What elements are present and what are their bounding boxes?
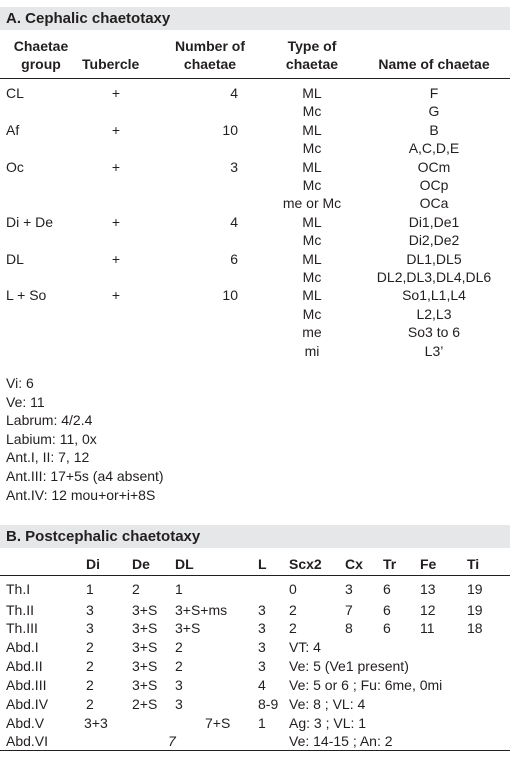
header-chaetae-group-line2: group [21, 56, 61, 72]
header-chaetae-group-line1: Chaetae [13, 38, 69, 54]
header-dl: DL [175, 556, 194, 572]
header-number-line1: Number of [175, 38, 245, 54]
di-de-dl-cell: 7 [168, 733, 176, 749]
name-cell: L2,L3 [416, 306, 452, 322]
chaetae-group-cell: Oc [6, 159, 24, 175]
fe-cell: 12 [420, 602, 436, 618]
di-de-cell: 3+3 [84, 715, 108, 731]
dl-cell: 3 [175, 677, 183, 693]
l-cell: 3 [258, 602, 266, 618]
note-line: Labrum: 4/2.4 [6, 412, 93, 428]
name-cell: OCm [417, 159, 451, 175]
section-a-title: A. Cephalic chaetotaxy [0, 7, 510, 30]
number-cell: 4 [230, 214, 238, 230]
note-line: Ant.IV: 12 mou+or+i+8S [6, 487, 156, 503]
dl-cell: 3+S+ms [175, 602, 228, 618]
l-cell: 8-9 [258, 696, 279, 712]
header-de: De [132, 556, 150, 572]
extra-note-cell: Ve: 5 (Ve1 present) [289, 658, 409, 674]
section-a-header-rule [0, 78, 510, 79]
number-cell: 10 [222, 122, 238, 138]
tr-cell: 6 [383, 581, 391, 597]
type-cell: Mc [302, 177, 322, 193]
tubercle-cell: + [111, 85, 121, 101]
header-fe: Fe [420, 556, 437, 572]
de-cell: 3+S [132, 677, 158, 693]
header-di: Di [86, 556, 100, 572]
de-cell: 3+S [132, 602, 158, 618]
header-type-line2: chaetae [285, 56, 339, 72]
de-cell: 3+S [132, 658, 158, 674]
name-cell: B [429, 122, 439, 138]
note-line: Ant.I, II: 7, 12 [6, 449, 90, 465]
segment-label: Abd.II [6, 658, 43, 674]
fe-cell: 11 [420, 620, 435, 636]
di-cell: 1 [86, 581, 94, 597]
header-l: L [258, 556, 267, 572]
segment-label: Th.I [6, 581, 31, 597]
number-cell: 4 [230, 85, 238, 101]
di-cell: 3 [86, 620, 94, 636]
segment-label: Abd.VI [6, 733, 49, 749]
chaetae-group-cell: L + So [6, 287, 47, 303]
name-cell: OCa [419, 195, 449, 211]
extra-note-cell: Ve: 14-15 ; An: 2 [289, 733, 393, 749]
l-cell: 1 [258, 715, 266, 731]
extra-note-cell: Ve: 5 or 6 ; Fu: 6me, 0mi [289, 677, 443, 693]
type-cell: ML [302, 214, 322, 230]
header-cx: Cx [345, 556, 363, 572]
type-cell: Mc [302, 140, 322, 156]
segment-label: Abd.I [6, 639, 39, 655]
segment-label: Abd.V [6, 715, 45, 731]
type-cell: Mc [302, 306, 322, 322]
dl-cell: 3 [175, 696, 183, 712]
name-cell: So3 to 6 [407, 324, 461, 340]
header-type-line1: Type of [287, 38, 337, 54]
ti-cell: 19 [467, 581, 483, 597]
type-cell: mi [304, 343, 320, 359]
cx-cell: 8 [345, 620, 353, 636]
type-cell: ML [302, 122, 322, 138]
chaetae-group-cell: CL [6, 85, 24, 101]
tubercle-cell: + [111, 287, 121, 303]
dl-cell: 1 [175, 581, 183, 597]
header-number-line2: chaetae [183, 56, 237, 72]
tr-cell: 6 [383, 602, 391, 618]
dl-cell: 2 [175, 658, 183, 674]
type-cell: ML [302, 251, 322, 267]
chaetae-group-cell: Di + De [6, 214, 54, 230]
section-b-header-rule [0, 575, 510, 576]
type-cell: ML [302, 159, 322, 175]
number-cell: 10 [222, 287, 238, 303]
type-cell: me [302, 324, 322, 340]
table-bottom-rule [0, 750, 510, 751]
name-cell: G [428, 103, 440, 119]
name-cell: F [429, 85, 439, 101]
tubercle-cell: + [111, 251, 121, 267]
de-cell: 2+S [132, 696, 158, 712]
header-tubercle: Tubercle [82, 56, 140, 72]
l-cell: 3 [258, 639, 266, 655]
l-cell: 3 [258, 620, 266, 636]
di-cell: 2 [86, 696, 94, 712]
name-cell: Di1,De1 [408, 214, 460, 230]
tubercle-cell: + [111, 214, 121, 230]
note-line: Ve: 11 [6, 394, 45, 410]
extra-note-cell: VT: 4 [289, 639, 321, 655]
name-cell: L3’ [424, 343, 444, 359]
note-line: Vi: 6 [6, 375, 34, 391]
name-cell: Di2,De2 [408, 232, 460, 248]
de-cell: 3+S [132, 620, 158, 636]
ti-cell: 18 [467, 620, 483, 636]
l-cell: 4 [258, 677, 266, 693]
tubercle-cell: + [111, 122, 121, 138]
name-cell: OCp [419, 177, 449, 193]
segment-label: Th.II [6, 602, 35, 618]
dl-cell: 3+S [175, 620, 201, 636]
type-cell: ML [302, 85, 322, 101]
cx-cell: 3 [345, 581, 353, 597]
section-b-title: B. Postcephalic chaetotaxy [0, 525, 510, 548]
type-cell: Mc [302, 103, 322, 119]
name-cell: A,C,D,E [408, 140, 460, 156]
header-scx2: Scx2 [289, 556, 322, 572]
di-cell: 2 [86, 677, 94, 693]
ti-cell: 19 [467, 602, 483, 618]
header-tr: Tr [383, 556, 397, 572]
di-cell: 3 [86, 602, 94, 618]
type-cell: me or Mc [282, 195, 342, 211]
di-cell: 2 [86, 639, 94, 655]
name-cell: DL1,DL5 [406, 251, 462, 267]
dl-cell: 2 [175, 639, 183, 655]
chaetae-group-cell: DL [6, 251, 24, 267]
note-line: Labium: 11, 0x [6, 431, 97, 447]
cx-cell: 7 [345, 602, 353, 618]
name-cell: So1,L1,L4 [402, 287, 466, 303]
scx2-cell: 2 [289, 620, 297, 636]
segment-label: Abd.III [6, 677, 47, 693]
extra-note-cell: Ag: 3 ; VL: 1 [289, 715, 367, 731]
segment-label: Th.III [6, 620, 38, 636]
number-cell: 3 [230, 159, 238, 175]
l-cell: 3 [258, 658, 266, 674]
scx2-cell: 0 [289, 581, 297, 597]
di-cell: 2 [86, 658, 94, 674]
fe-cell: 13 [420, 581, 436, 597]
de-cell: 3+S [132, 639, 158, 655]
tr-cell: 6 [383, 620, 391, 636]
type-cell: ML [302, 287, 322, 303]
chaetae-group-cell: Af [6, 122, 20, 138]
segment-label: Abd.IV [6, 696, 49, 712]
dl-cell: 7+S [205, 715, 231, 731]
number-cell: 6 [230, 251, 238, 267]
type-cell: Mc [302, 269, 322, 285]
note-line: Ant.III: 17+5s (a4 absent) [6, 468, 164, 484]
header-ti: Ti [467, 556, 480, 572]
scx2-cell: 2 [289, 602, 297, 618]
extra-note-cell: Ve: 8 ; VL: 4 [289, 696, 366, 712]
name-cell: DL2,DL3,DL4,DL6 [376, 269, 492, 285]
type-cell: Mc [302, 232, 322, 248]
tubercle-cell: + [111, 159, 121, 175]
header-name: Name of chaetae [378, 56, 490, 72]
de-cell: 2 [132, 581, 140, 597]
